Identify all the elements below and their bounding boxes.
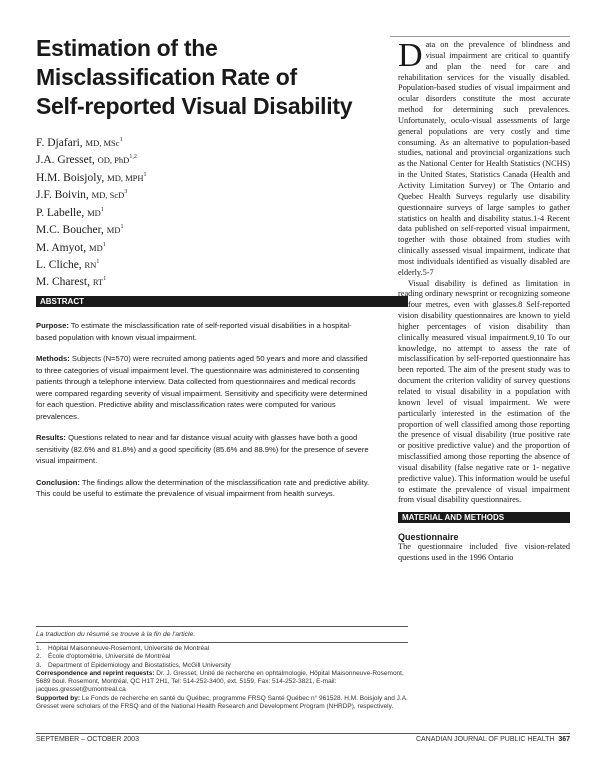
- footer-journal: [416, 736, 570, 743]
- subsection-header: Questionnaire: [398, 532, 459, 543]
- divider: [36, 626, 408, 627]
- support: Supported by: Le Fonds de recherche en santé du Québec, programme FRSQ Santé Québec n° 961528. H.M. Boisjoly and J.A. Gresset were scholars of the FRSQ and of the National Health Research and Development Program (NHRDP), respectively.: [36, 694, 408, 711]
- affiliation-item: 1. Hôpital Maisonneuve-Rosemont, Université de Montréal: [36, 645, 210, 652]
- page-number: 367: [558, 736, 570, 743]
- footer-date: SEPTEMBER – OCTOBER 2003: [36, 736, 139, 743]
- abstract-results: Results: Questions related to near and far distance visual acuity with glasses have both a good sensitivity (82.6% and 81.8%) and a good specificity (85.6% and 88.9%) for the presence of severe visual impairment.: [36, 433, 369, 465]
- abstract-methods: Methods: Subjects (N=570) were recruited among patients aged 50 years and more and classified to three categories of visual impairment level. The questionnaire was administered to consenting patients through a telephone interview. Data collected from questionnaires and medical records were compared regarding severity of visual impairment. Sensitivity and specificity were determined for each question. Predictive ability and misclassification rates were computed for various prevalences.: [36, 354, 368, 421]
- affiliations: [36, 645, 408, 711]
- title-line-1: Estimation of the: [36, 35, 218, 61]
- title-line-3: Self-reported Visual Disability: [36, 93, 353, 119]
- abstract-purpose: Purpose: To estimate the misclassification rate of self-reported visual disabilities in a hospital-based population with known visual impairment.: [36, 321, 352, 342]
- author: J.A. Gresset, OD, PhD$^{1,2}$: [36, 154, 137, 167]
- abstract-conclusion: Conclusion: The findings allow the determination of the misclassification rate and predictive ability. This could be useful to estimate the prevalence of visual impairment from health surveys.: [36, 477, 370, 498]
- title-line-2: Misclassification Rate of: [36, 64, 297, 90]
- abstract-body: [36, 320, 372, 510]
- author: L. Cliche, $RN^1$: [36, 258, 100, 271]
- journal-name: CANADIAN JOURNAL OF PUBLIC HEALTH: [415, 736, 555, 743]
- author: M. Charest, $RT^1$: [36, 276, 107, 289]
- abstract-header: ABSTRACT: [36, 296, 408, 307]
- body-paragraph-1: Data on the prevalence of blindness and visual impairment are critical to quantify and plan the need for care and rehabilitation services for the visually disabled. Population-based studies of visual impairment and ocular disorders constitute the most accurate method for determining such prevalences. Unfortunately, oculo-visual assessments of large general populations are very costly and time consuming. As an alternative to population-based studies, national and provincial organizations such as the National Center for Health Statistics (NCHS) in the United States, Statistics Canada (Health and Activity Limitation Survey) or The Ontario and Quebec Health Surveys regularly use disability questionnaire surveys of large samples to gather statistics on health and disability status.1-4 Recent data published on self-reported visual impairment, together with those obtained from studies with clinically assessed visual impairment, indicate that most individuals identified as visually disabled are elderly.5-7: [398, 37, 570, 277]
- author: F. Djafari, MD, MSc$^1$: [36, 136, 123, 149]
- title-block: [36, 34, 408, 290]
- correspondence: Correspondence and reprint requests: Dr. J. Gresset, Unité de recherche en ophtalmologie, Hôpital Maisonneuve-Rosemont, 5689 boul. Rosemont, Montréal, QC H1T 2H1, Tel: 514-252-3400, ext. 5159, Fax: 514-252-3821, E-mail: jacques.gresset@umontreal.ca: [36, 669, 404, 694]
- author-list: [36, 133, 408, 290]
- article-title: [36, 34, 408, 121]
- affiliation-item: 3. Department of Epidemiology and Biostatistics, McGill University: [36, 661, 231, 669]
- author: M. Amyot, $MD^1$: [36, 241, 106, 254]
- footer-divider: [36, 733, 570, 734]
- author: J.F. Boivin, MD, ScD$^3$: [36, 189, 128, 202]
- section-header: MATERIAL AND METHODS: [398, 512, 570, 523]
- body-column: [398, 37, 570, 564]
- translation-note: La traduction du résumé se trouve à la fin de l'article.: [36, 631, 196, 638]
- author: P. Labelle, $MD^1$: [36, 206, 104, 219]
- author: H.M. Boisjoly, MD, MPH$^1$: [36, 171, 147, 184]
- body-paragraph-3: The questionnaire included five vision-related questions used in the 1996 Ontario: [398, 542, 570, 563]
- body-paragraph-2: Visual disability is defined as limitation in reading ordinary newsprint or recognizing someone at four metres, even with glasses.8 Self-reported vision disability questionnaires are known to yield higher percentages of vision disability than clinically measured visual impairment.9,10 To our knowledge, no attempt to assess the rate of misclassification by self-reported questionnaire has been reported. The aim of the present study was to document the criterion validity of survey questions related to visual disability in a population with known level of visual impairment. We were particularly interested in the estimation of the proportion of well classified among those reporting the presence of visual disability (true positive rate or positive predictive value) and the proportion of misclassified among those reporting the absence of visual disability (false negative rate or 1- negative predictive value). This information would be useful to estimate the prevalence of visual impairment from visual disability questionnaires.: [398, 278, 570, 505]
- affiliation-item: 2. École d'optométrie, Université de Montréal: [36, 653, 171, 661]
- divider: [36, 642, 408, 643]
- author: M.C. Boucher, $MD^1$: [36, 223, 124, 236]
- drop-cap: D: [398, 37, 423, 74]
